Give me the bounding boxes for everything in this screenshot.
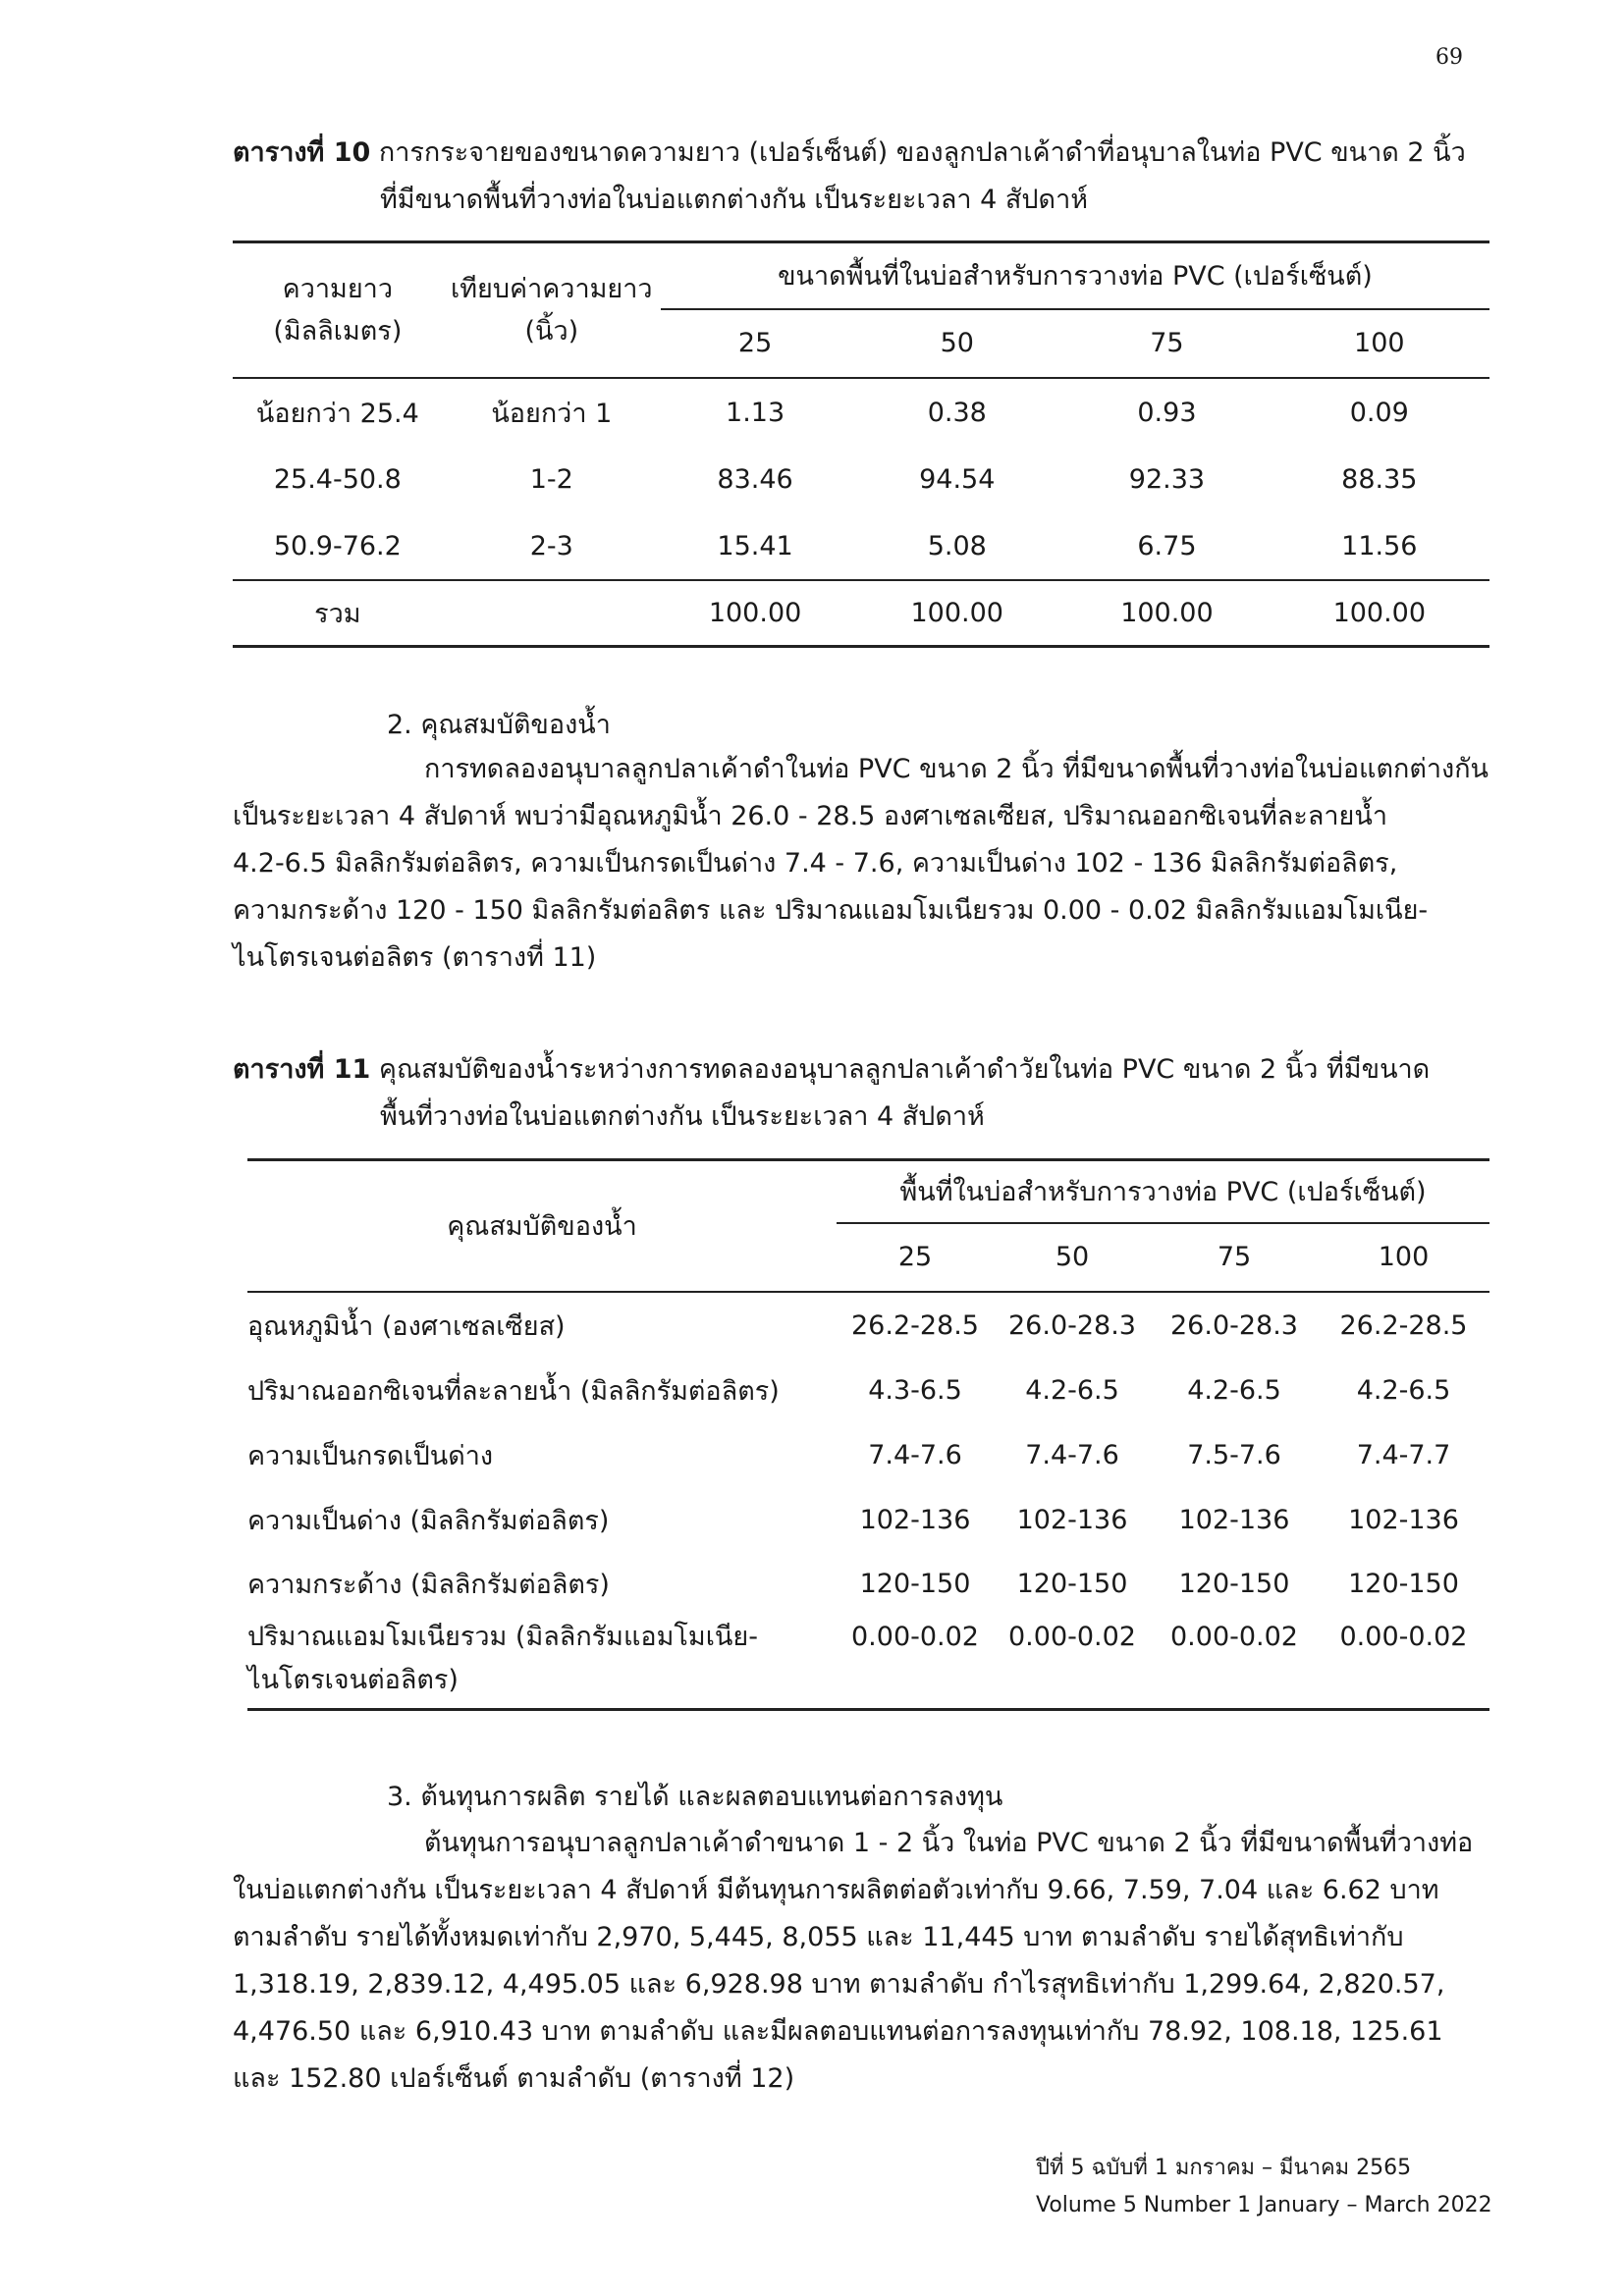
table-row bbox=[247, 1359, 1489, 1423]
paragraph-line: 1,318.19, 2,839.12, 4,495.05 และ 6,928.98 บาท ตามลำดับ กำไรสุทธิเท่ากับ 1,299.64, 2,820.57, bbox=[233, 1969, 1445, 2000]
t11-cell: 102-136 bbox=[1178, 1505, 1290, 1535]
t11-cell: 0.00-0.02 bbox=[851, 1621, 979, 1652]
t10-row-length: 50.9-76.2 bbox=[273, 530, 402, 561]
t10-cell: 0.38 bbox=[927, 397, 987, 428]
paragraph-line: 4.2-6.5 มิลลิกรัมต่อลิตร, ความเป็นกรดเป็นด่าง 7.4 - 7.6, ความเป็นด่าง 102 - 136 มิลลิกรัมต่อลิตร, bbox=[233, 848, 1398, 879]
t11-property-line1: ปริมาณแอมโมเนียรวม (มิลลิกรัมแอมโมเนีย- bbox=[247, 1621, 758, 1652]
paragraph-line: ในบ่อแตกต่างกัน เป็นระยะเวลา 4 สัปดาห์ มีต้นทุนการผลิตต่อตัวเท่ากับ 9.66, 7.59, 7.04 และ 6.62 บาท bbox=[233, 1875, 1439, 1905]
t11-header-property: คุณสมบัติของน้ำ bbox=[247, 1160, 837, 1292]
t11-cell: 102-136 bbox=[859, 1505, 971, 1535]
table-row bbox=[247, 1423, 1489, 1488]
t10-area-50: 50 bbox=[940, 328, 974, 358]
t10-header-length-unit: (มิลลิเมตร) bbox=[273, 315, 403, 347]
table-11 bbox=[247, 1158, 1489, 1711]
t11-area-75: 75 bbox=[1217, 1242, 1252, 1272]
t10-row-inch: น้อยกว่า 1 bbox=[491, 398, 613, 429]
t11-cell: 120-150 bbox=[859, 1569, 971, 1599]
page-number: 69 bbox=[1435, 45, 1463, 70]
journal-footer bbox=[1036, 2150, 1492, 2224]
t11-cell: 102-136 bbox=[1348, 1505, 1459, 1535]
t10-header-group: ขนาดพื้นที่ในบ่อสำหรับการวางท่อ PVC (เปอร์เซ็นต์) bbox=[661, 242, 1489, 309]
table-10 bbox=[233, 240, 1489, 648]
table-row bbox=[247, 1292, 1489, 1359]
section-2-heading: 2. คุณสมบัติของน้ำ bbox=[387, 710, 611, 740]
t10-area-75: 75 bbox=[1150, 328, 1184, 358]
table-10-caption bbox=[233, 130, 1489, 224]
t11-cell: 7.4-7.6 bbox=[868, 1440, 962, 1470]
t11-area-100: 100 bbox=[1378, 1242, 1430, 1272]
t10-cell: 0.93 bbox=[1137, 397, 1197, 428]
footer-issue-english: Volume 5 Number 1 January – March 2022 bbox=[1036, 2193, 1492, 2217]
paragraph-line: ความกระด้าง 120 - 150 มิลลิกรัมต่อลิตร และ ปริมาณแอมโมเนียรวม 0.00 - 0.02 มิลลิกรัมแอมโมเนีย- bbox=[233, 895, 1429, 926]
t10-cell: 92.33 bbox=[1128, 464, 1206, 495]
t10-total-label: รวม bbox=[314, 598, 361, 629]
t10-cell: 94.54 bbox=[919, 464, 996, 495]
table-10-label: ตารางที่ 10 bbox=[233, 137, 371, 168]
t11-cell: 120-150 bbox=[1348, 1569, 1459, 1599]
paragraph-line: ต้นทุนการอนุบาลลูกปลาเค้าดำขนาด 1 - 2 นิ้ว ในท่อ PVC ขนาด 2 นิ้ว ที่มีขนาดพื้นที่วางท่อ bbox=[424, 1828, 1474, 1858]
table-row bbox=[233, 447, 1489, 513]
t10-cell: 1.13 bbox=[726, 397, 785, 428]
t10-row-inch: 2-3 bbox=[529, 530, 573, 561]
t10-area-100: 100 bbox=[1354, 328, 1405, 358]
t10-row-length: น้อยกว่า 25.4 bbox=[255, 398, 419, 429]
paragraph-line: 4,476.50 และ 6,910.43 บาท ตามลำดับ และมีผลตอบแทนต่อการลงทุนเท่ากับ 78.92, 108.18, 125.61 bbox=[233, 2016, 1443, 2047]
t11-property: ความเป็นกรดเป็นด่าง bbox=[247, 1441, 494, 1471]
t10-area-25: 25 bbox=[737, 328, 773, 358]
t10-total-cell: 100.00 bbox=[910, 597, 1003, 628]
t11-cell: 0.00-0.02 bbox=[1008, 1621, 1136, 1652]
table-row bbox=[233, 378, 1489, 447]
table-row bbox=[247, 1553, 1489, 1616]
t10-row-inch: 1-2 bbox=[529, 464, 573, 495]
table-10-title-line1: การกระจายของขนาดความยาว (เปอร์เซ็นต์) ของลูกปลาเค้าดำที่อนุบาลในท่อ PVC ขนาด 2 นิ้ว bbox=[378, 137, 1466, 168]
footer-issue-thai: ปีที่ 5 ฉบับที่ 1 มกราคม – มีนาคม 2565 bbox=[1036, 2156, 1412, 2180]
table-11-caption bbox=[233, 1046, 1489, 1141]
paragraph-line: การทดลองอนุบาลลูกปลาเค้าดำในท่อ PVC ขนาด 2 นิ้ว ที่มีขนาดพื้นที่วางท่อในบ่อแตกต่างกัน bbox=[424, 754, 1489, 784]
t11-property: ความกระด้าง (มิลลิกรัมต่อลิตร) bbox=[247, 1570, 610, 1600]
t11-header-group: พื้นที่ในบ่อสำหรับการวางท่อ PVC (เปอร์เซ็นต์) bbox=[837, 1160, 1489, 1223]
t11-area-50: 50 bbox=[1055, 1242, 1090, 1272]
t11-cell: 26.2-28.5 bbox=[1339, 1309, 1468, 1341]
paragraph-line: ไนโตรเจนต่อลิตร (ตารางที่ 11) bbox=[233, 942, 597, 973]
t10-header-inch: เทียบค่าความยาว bbox=[451, 273, 653, 304]
table-row bbox=[247, 1488, 1489, 1553]
t11-cell: 26.0-28.3 bbox=[1008, 1309, 1136, 1341]
t10-cell: 15.41 bbox=[717, 530, 793, 561]
t11-cell: 120-150 bbox=[1016, 1569, 1128, 1599]
table-total-row bbox=[233, 580, 1489, 647]
t11-cell: 0.00-0.02 bbox=[1170, 1621, 1298, 1652]
t10-total-cell: 100.00 bbox=[708, 597, 802, 628]
t11-cell: 102-136 bbox=[1016, 1505, 1128, 1535]
t11-cell: 120-150 bbox=[1178, 1569, 1290, 1599]
t11-property bbox=[247, 1616, 837, 1710]
t10-cell: 11.56 bbox=[1341, 530, 1418, 561]
t10-header-inch-unit: (นิ้ว) bbox=[524, 315, 579, 347]
t10-total-cell: 100.00 bbox=[1332, 597, 1427, 628]
t11-cell: 7.5-7.6 bbox=[1187, 1440, 1281, 1470]
paragraph-line: ตามลำดับ รายได้ทั้งหมดเท่ากับ 2,970, 5,445, 8,055 และ 11,445 บาท ตามลำดับ รายได้สุทธิเท่ากับ bbox=[233, 1922, 1404, 1952]
t11-property: ความเป็นด่าง (มิลลิกรัมต่อลิตร) bbox=[247, 1506, 610, 1536]
table-row bbox=[233, 513, 1489, 580]
t10-cell: 5.08 bbox=[927, 530, 987, 561]
table-11-label: ตารางที่ 11 bbox=[233, 1054, 371, 1085]
t11-cell: 7.4-7.7 bbox=[1356, 1440, 1451, 1470]
t11-cell: 4.2-6.5 bbox=[1356, 1375, 1451, 1406]
t10-header-length: ความยาว bbox=[282, 273, 393, 304]
t11-cell: 4.3-6.5 bbox=[868, 1375, 962, 1406]
t11-property-line2: ไนโตรเจนต่อลิตร) bbox=[247, 1664, 459, 1695]
t10-total-cell: 100.00 bbox=[1120, 597, 1214, 628]
table-11-title-line1: คุณสมบัติของน้ำระหว่างการทดลองอนุบาลลูกปลาเค้าดำวัยในท่อ PVC ขนาด 2 นิ้ว ที่มีขนาด bbox=[378, 1054, 1431, 1085]
t10-cell: 83.46 bbox=[717, 464, 793, 495]
paragraph-line: เป็นระยะเวลา 4 สัปดาห์ พบว่ามีอุณหภูมิน้ำ 26.0 - 28.5 องศาเซลเซียส, ปริมาณออกซิเจนที่ละลายน้ำ bbox=[233, 801, 1387, 831]
paragraph-line: และ 152.80 เปอร์เซ็นต์ ตามลำดับ (ตารางที่ 12) bbox=[233, 2063, 795, 2094]
t10-cell: 6.75 bbox=[1137, 530, 1197, 561]
t11-cell: 4.2-6.5 bbox=[1187, 1375, 1281, 1406]
table-11-title-line2: พื้นที่วางท่อในบ่อแตกต่างกัน เป็นระยะเวลา 4 สัปดาห์ bbox=[380, 1101, 985, 1132]
section-3-heading: 3. ต้นทุนการผลิต รายได้ และผลตอบแทนต่อการลงทุน bbox=[387, 1782, 1003, 1812]
t11-property: ปริมาณออกซิเจนที่ละลายน้ำ (มิลลิกรัมต่อลิตร) bbox=[247, 1376, 780, 1407]
t11-cell: 26.0-28.3 bbox=[1170, 1309, 1298, 1341]
t11-cell: 26.2-28.5 bbox=[851, 1309, 979, 1341]
t10-cell: 88.35 bbox=[1341, 464, 1418, 495]
t11-property: อุณหภูมิน้ำ (องศาเซลเซียส) bbox=[247, 1310, 566, 1342]
t11-area-25: 25 bbox=[897, 1242, 933, 1272]
section-2-paragraph bbox=[233, 746, 1489, 982]
t10-cell: 0.09 bbox=[1349, 397, 1409, 428]
table-row bbox=[247, 1616, 1489, 1710]
t10-row-length: 25.4-50.8 bbox=[273, 464, 402, 495]
table-10-title-line2: ที่มีขนาดพื้นที่วางท่อในบ่อแตกต่างกัน เป็นระยะเวลา 4 สัปดาห์ bbox=[380, 185, 1089, 215]
t11-cell: 4.2-6.5 bbox=[1025, 1375, 1119, 1406]
t11-cell: 7.4-7.6 bbox=[1025, 1440, 1119, 1470]
t11-cell: 0.00-0.02 bbox=[1339, 1621, 1468, 1652]
section-3-paragraph bbox=[233, 1820, 1489, 2103]
